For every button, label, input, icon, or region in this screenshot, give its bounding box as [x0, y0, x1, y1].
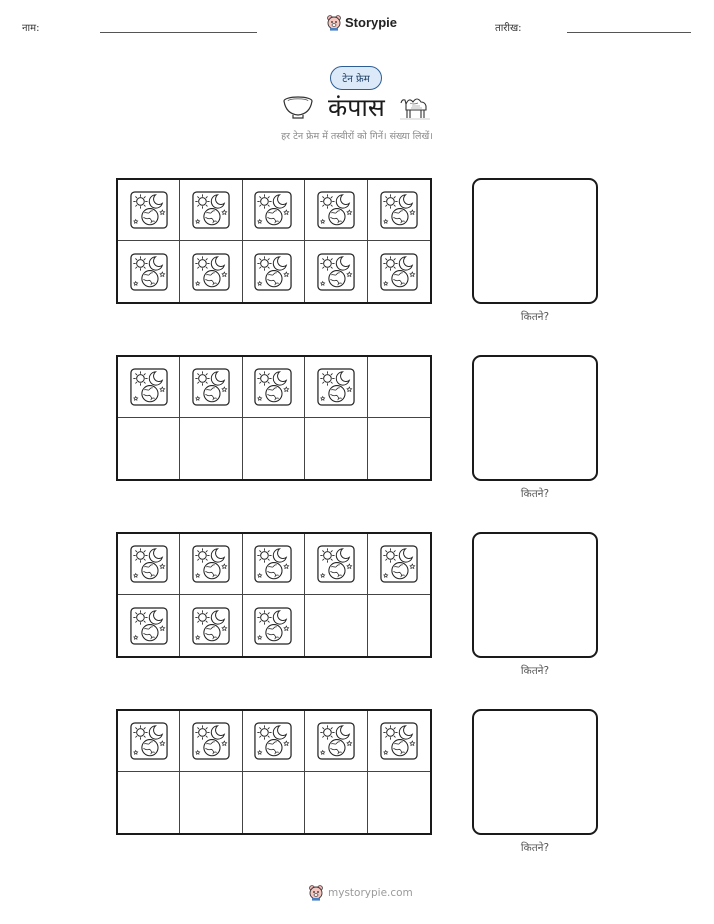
frame-cell-filled: [180, 241, 242, 302]
frame-cell-filled: [305, 711, 367, 772]
ten-frame: [116, 709, 432, 835]
bowl-icon: [282, 94, 314, 120]
frame-cell-filled: [180, 357, 242, 418]
sun-moon-earth-icon: [192, 607, 230, 645]
answer-label: कितने?: [520, 842, 550, 854]
frame-cell-empty: [180, 418, 242, 479]
date-label: तारीख:: [495, 23, 522, 34]
footer-url[interactable]: mystorypie.com: [328, 886, 413, 899]
frame-cell-filled: [118, 241, 180, 302]
sun-moon-earth-icon: [130, 253, 168, 291]
instruction-text: हर टेन फ्रेम में तस्वीरों को गिनें। संख्या लिखें।: [281, 131, 433, 142]
frame-cell-empty: [305, 595, 367, 656]
frame-cell-filled: [118, 180, 180, 241]
frame-cell-filled: [368, 534, 430, 595]
frame-cell-empty: [180, 772, 242, 833]
frame-cell-filled: [368, 241, 430, 302]
sun-moon-earth-icon: [380, 722, 418, 760]
frame-cell-filled: [305, 180, 367, 241]
frame-cell-filled: [368, 711, 430, 772]
frame-cell-filled: [180, 180, 242, 241]
frame-cell-empty: [368, 418, 430, 479]
sun-moon-earth-icon: [380, 253, 418, 291]
frame-cell-empty: [305, 772, 367, 833]
frame-cell-filled: [180, 711, 242, 772]
sun-moon-earth-icon: [130, 368, 168, 406]
date-field-line[interactable]: [567, 32, 691, 33]
sun-moon-earth-icon: [317, 545, 355, 583]
sun-moon-earth-icon: [130, 722, 168, 760]
answer-box[interactable]: [472, 532, 598, 658]
frame-cell-filled: [118, 711, 180, 772]
frame-cell-empty: [368, 357, 430, 418]
frame-cell-filled: [243, 595, 305, 656]
sun-moon-earth-icon: [254, 191, 292, 229]
frame-cell-filled: [118, 357, 180, 418]
frame-cell-filled: [243, 711, 305, 772]
worksheet-title: कंपास: [328, 93, 385, 122]
frame-cell-empty: [243, 418, 305, 479]
camel-icon: [398, 94, 432, 120]
sun-moon-earth-icon: [317, 368, 355, 406]
frame-cell-filled: [305, 534, 367, 595]
brand: [326, 14, 397, 31]
frame-cell-filled: [368, 180, 430, 241]
frame-cell-empty: [368, 772, 430, 833]
answer-box[interactable]: [472, 355, 598, 481]
frame-cell-filled: [243, 241, 305, 302]
frame-cell-empty: [118, 418, 180, 479]
answer-label: कितने?: [520, 488, 550, 500]
ten-frame: [116, 355, 432, 481]
frame-cell-empty: [243, 772, 305, 833]
sun-moon-earth-icon: [192, 191, 230, 229]
frame-cell-filled: [118, 595, 180, 656]
sun-moon-earth-icon: [192, 368, 230, 406]
sun-moon-earth-icon: [254, 368, 292, 406]
sun-moon-earth-icon: [130, 191, 168, 229]
sun-moon-earth-icon: [130, 545, 168, 583]
frame-cell-filled: [243, 534, 305, 595]
answer-box[interactable]: [472, 178, 598, 304]
answer-label: कितने?: [520, 665, 550, 677]
sun-moon-earth-icon: [254, 607, 292, 645]
answer-label: कितने?: [520, 311, 550, 323]
frame-cell-filled: [180, 534, 242, 595]
sun-moon-earth-icon: [192, 722, 230, 760]
storypie-logo-icon: [308, 884, 324, 901]
sun-moon-earth-icon: [317, 191, 355, 229]
frame-cell-filled: [243, 180, 305, 241]
storypie-logo-icon: [326, 14, 342, 31]
frame-cell-filled: [243, 357, 305, 418]
frame-cell-empty: [368, 595, 430, 656]
brand-name: Storypie: [345, 15, 398, 30]
name-label: नाम:: [22, 23, 40, 34]
footer: [308, 884, 413, 901]
ten-frame: [116, 532, 432, 658]
topic-tag: टेन फ्रेम: [330, 66, 382, 90]
frame-cell-empty: [305, 418, 367, 479]
title-row: [282, 90, 432, 122]
sun-moon-earth-icon: [192, 253, 230, 291]
name-field-line[interactable]: [100, 32, 257, 33]
frame-cell-filled: [180, 595, 242, 656]
sun-moon-earth-icon: [130, 607, 168, 645]
frame-cell-filled: [118, 534, 180, 595]
sun-moon-earth-icon: [254, 722, 292, 760]
sun-moon-earth-icon: [317, 722, 355, 760]
answer-box[interactable]: [472, 709, 598, 835]
sun-moon-earth-icon: [380, 545, 418, 583]
sun-moon-earth-icon: [317, 253, 355, 291]
sun-moon-earth-icon: [192, 545, 230, 583]
sun-moon-earth-icon: [254, 545, 292, 583]
ten-frame: [116, 178, 432, 304]
sun-moon-earth-icon: [380, 191, 418, 229]
frame-cell-filled: [305, 241, 367, 302]
frame-cell-empty: [118, 772, 180, 833]
frame-cell-filled: [305, 357, 367, 418]
sun-moon-earth-icon: [254, 253, 292, 291]
